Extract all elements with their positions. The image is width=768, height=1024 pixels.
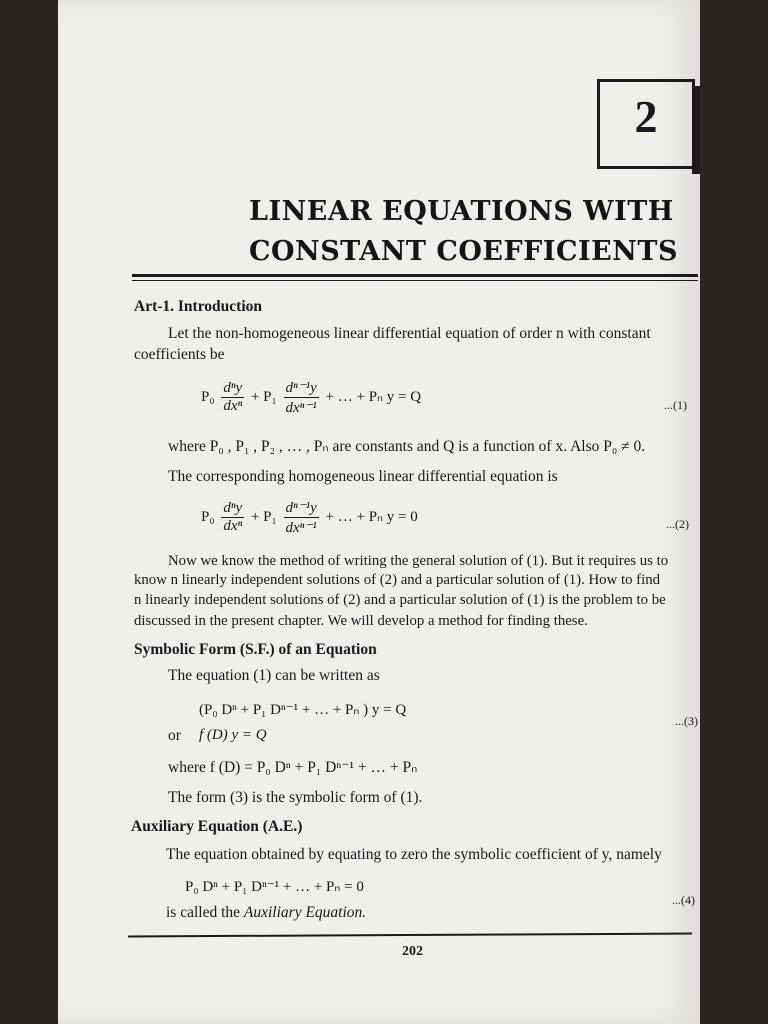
paragraph-line-3: n linearly independent solutions of (2) and a particular solution of (1) is the problem to be [134, 592, 666, 608]
chapter-title-line-1: LINEAR EQUATIONS WITH [249, 196, 674, 227]
paragraph-line-2: know n linearly independent solutions of (2) and a particular solution of (1). How to find [134, 572, 660, 588]
eq2-fraction-2: $\frac{\text{dⁿ⁻¹y}}{\text{dxⁿ⁻¹}}$ [285, 500, 317, 536]
paragraph-line-1: Now we know the method of writing the general solution of (1). But it requires us to [168, 553, 669, 569]
eq1-lhs: P₀ [201, 388, 215, 405]
eq1-fraction-1: $\frac{\text{dⁿy}}{\text{dxⁿ}}$ [223, 380, 243, 414]
title-rule-thick [132, 274, 698, 277]
or-word: or [168, 727, 181, 744]
eq2-lhs: P₀ [201, 508, 215, 525]
equation-3: (P₀ Dⁿ + P₁ Dⁿ⁻¹ + … + Pₙ ) y = Q [199, 702, 407, 718]
auxiliary-line-2-prefix: is called the [166, 904, 241, 921]
equation-1-label: ...(1) [664, 398, 687, 412]
where-constants-line: where P₀ , P₁ , P₂ , … , Pₙ are constants and Q is a function of x. Also P₀ ≠ 0. [168, 438, 646, 455]
eq2-fraction-1: $\frac{\text{dⁿy}}{\text{dxⁿ}}$ [223, 500, 243, 534]
intro-line-2: coefficients be [134, 346, 225, 363]
auxiliary-term: Auxiliary Equation. [243, 904, 367, 921]
symbolic-form-line: The form (3) is the symbolic form of (1). [168, 789, 423, 806]
section-heading-auxiliary-equation: Auxiliary Equation (A.E.) [131, 818, 303, 835]
equation-4-label: ...(4) [672, 893, 695, 907]
auxiliary-line-1: The equation obtained by equating to zero the symbolic coefficient of y, namely [166, 846, 662, 863]
equation-2 [201, 498, 418, 537]
symbolic-line-1: The equation (1) can be written as [168, 667, 380, 684]
eq2-mid: + P₁ [250, 508, 277, 525]
eq2-rhs: + … + Pₙ y = 0 [325, 508, 418, 525]
equation-4: P₀ Dⁿ + P₁ Dⁿ⁻¹ + … + Pₙ = 0 [185, 879, 364, 895]
homogeneous-line: The corresponding homogeneous linear differential equation is [168, 468, 558, 485]
section-heading-introduction: Art-1. Introduction [134, 298, 263, 315]
chapter-number-box [597, 79, 695, 169]
eq1-mid: + P₁ [250, 388, 277, 405]
equation-1 [201, 378, 421, 417]
intro-line-1: Let the non-homogeneous linear differential equation of order n with constant [168, 325, 651, 342]
section-heading-symbolic-form: Symbolic Form (S.F.) of an Equation [134, 641, 377, 658]
where-fd-line: where f (D) = P₀ Dⁿ + P₁ Dⁿ⁻¹ + … + Pₙ [168, 759, 418, 776]
equation-3-label: ...(3) [675, 714, 698, 728]
page-number: 202 [402, 944, 423, 959]
chapter-title-line-2: CONSTANT COEFFICIENTS [249, 236, 678, 267]
or-equation: f (D) y = Q [199, 727, 267, 743]
equation-2-label: ...(2) [666, 517, 689, 531]
title-rule-thin [132, 280, 698, 281]
eq1-fraction-2: $\frac{\text{dⁿ⁻¹y}}{\text{dxⁿ⁻¹}}$ [285, 380, 317, 416]
auxiliary-line-2 [166, 904, 366, 922]
eq1-rhs: + … + Pₙ y = Q [325, 388, 422, 405]
paragraph-line-4: discussed in the present chapter. We will develop a method for finding these. [134, 613, 588, 629]
chapter-number: 2 [634, 91, 658, 142]
